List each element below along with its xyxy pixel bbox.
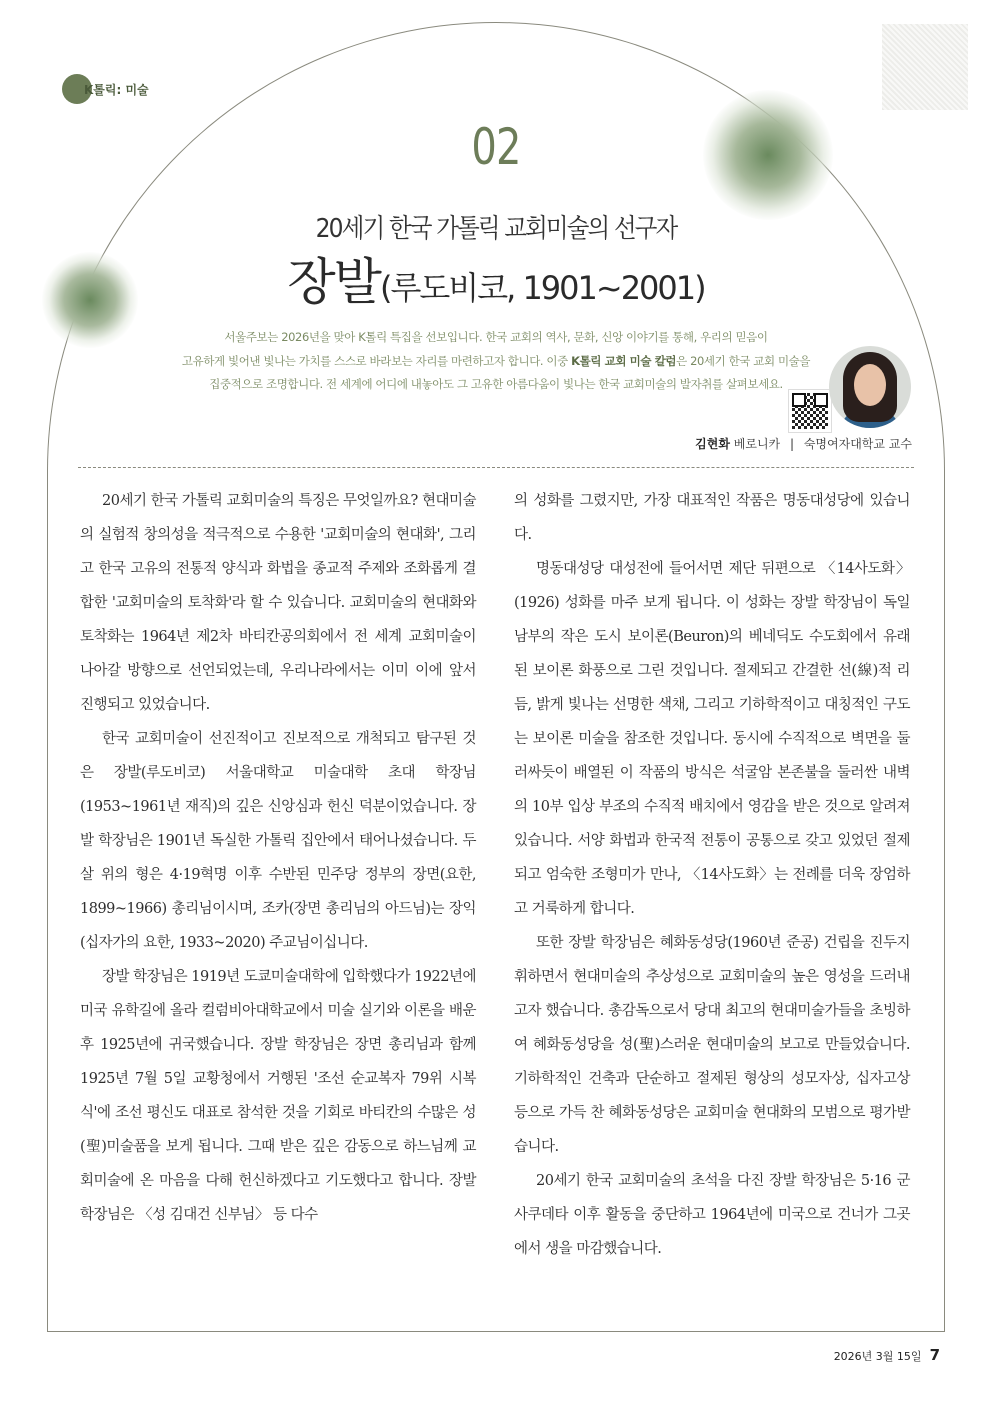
body-paragraph: 장발 학장님은 1919년 도쿄미술대학에 입학했다가 1922년에 미국 유학길에 올라 컬럼비아대학교에서 미술 실기와 이론을 배운 후 1925년에 귀국했습니다. 장발 학장님은 장면 총리님과 함께 1925년 7월 5일 교황청에서 거행된 '조선 순교복자 79위 시복식'에 조선 평신도 대표로 참석한 것을 기회로 바티칸의 수많은 성(聖)미술품을 보게 됩니다. 그때 받은 깊은 감동으로 하느님께 교회미술에 온 마음을 다해 헌신하겠다고 기도했다고 합니다. 장발 학장님은 〈성 김대건 신부님〉 등 다수 <box>80 969 476 1223</box>
intro-line-3: 집중적으로 조명합니다. 전 세계에 어디에 내놓아도 그 고유한 아름다움이 빛나는 한국 교회미술의 발자취를 살펴보세요. <box>209 377 783 391</box>
page-frame-bottom <box>47 1331 945 1332</box>
body-paragraph: 한국 교회미술이 선진적이고 진보적으로 개척되고 탐구된 것은 장발(루도비코) 서울대학교 미술대학 초대 학장님(1953~1961년 재직)의 깊은 신앙심과 헌신 덕분이었습니다. 장발 학장님은 1901년 독실한 가톨릭 집안에서 태어나셨습니다. 두 살 위의 형은 4·19혁명 이후 수반된 민주당 정부의 장면(요한, 1899~1966) 총리님이시며, 조카(장면 총리님의 아드님)는 장익(십자가의 요한, 1933~2020) 주교님이십니다. <box>80 731 476 951</box>
article-title <box>0 242 992 314</box>
article-title-sub: (루도비코, 1901~2001) <box>379 269 705 307</box>
author-baptismal-name: 베로니카 <box>733 437 781 451</box>
body-paragraph: 명동대성당 대성전에 들어서면 제단 뒤편으로 〈14사도화〉(1926) 성화를 마주 보게 됩니다. 이 성화는 장발 학장님이 독일 남부의 작은 도시 보이론(Beuron)의 베네딕도 수도회에서 유래된 보이론 화풍으로 그린 것입니다. 절제되고 간결한 선(線)적 리듬, 밝게 빛나는 선명한 색채, 그리고 기하학적이고 대칭적인 구도는 보이론 미술을 참조한 것입니다. 동시에 수직적으로 벽면을 둘러싸듯이 배열된 이 작품의 방식은 석굴암 본존불을 둘러싼 내벽의 10부 입상 부조의 수직적 배치에서 영감을 받은 것으로 알려져 있습니다. 서양 화법과 한국적 전통이 공통으로 갖고 있었던 절제되고 엄숙한 조형미가 만나, 〈14사도화〉는 전례를 더욱 장엄하고 거룩하게 합니다. <box>514 561 910 917</box>
article-number: 02 <box>471 118 521 176</box>
article-subtitle: 20세기 한국 가톨릭 교회미술의 선구자 <box>315 214 677 244</box>
article-title-main: 장발 <box>287 253 380 311</box>
issue-date: 2026년 3월 15일 <box>833 1350 922 1363</box>
page-number: 7 <box>929 1346 940 1364</box>
section-tag-label: K톨릭: 미술 <box>84 82 149 97</box>
body-column-left <box>80 484 476 1232</box>
section-tag <box>62 74 149 104</box>
author-separator: | <box>789 437 795 451</box>
body-paragraph: 20세기 한국 교회미술의 초석을 다진 장발 학장님은 5·16 군사쿠데타 이후 활동을 중단하고 1964년에 미국으로 건너가 그곳에서 생을 마감했습니다. <box>514 1173 910 1257</box>
body-paragraph: 또한 장발 학장님은 혜화동성당(1960년 준공) 건립을 진두지휘하면서 현대미술의 추상성으로 교회미술의 높은 영성을 드러내고자 했습니다. 총감독으로서 당대 최고의 현대미술가들을 초빙하여 혜화동성당을 성(聖)스러운 현대미술의 보고로 만들었습니다. 기하학적인 건축과 단순하고 절제된 형상의 성모자상, 십자고상 등으로 가득 찬 혜화동성당은 교회미술 현대화의 모범으로 평가받습니다. <box>514 935 910 1155</box>
intro-line-2: 고유하게 빛어낸 빛나는 가치를 스스로 바라보는 자리를 마련하고자 합니다. 이중 K톨릭 교회 미술 칼럼은 20세기 한국 교회 미술을 <box>181 353 811 368</box>
intro-column-name: K톨릭 교회 미술 칼럼 <box>571 353 677 368</box>
decorative-texture <box>882 24 968 110</box>
author-name: 김현화 <box>695 437 730 451</box>
article-intro <box>130 326 862 397</box>
qr-code[interactable] <box>789 390 831 432</box>
author-byline <box>695 435 912 452</box>
author-affiliation: 숙명여자대학교 교수 <box>803 437 912 451</box>
page-footer <box>834 1346 940 1364</box>
intro-line-1: 서울주보는 2026년을 맞아 K톨릭 특집을 선보입니다. 한국 교회의 역사, 문화, 신앙 이야기를 통해, 우리의 믿음이 <box>224 330 768 344</box>
section-divider <box>78 467 914 468</box>
author-photo <box>829 346 911 428</box>
body-column-right <box>514 484 910 1266</box>
body-paragraph: 20세기 한국 가톨릭 교회미술의 특징은 무엇일까요? 현대미술의 실험적 창의성을 적극적으로 수용한 '교회미술의 현대화', 그리고 한국 고유의 전통적 양식과 화법을 종교적 주제와 조화롭게 결합한 '교회미술의 토착화'라 할 수 있습니다. 교회미술의 현대화와 토착화는 1964년 제2차 바티칸공의회에서 전 세계 교회미술이 나아갈 방향으로 선언되었는데, 우리나라에서는 이미 이에 앞서 진행되고 있었습니다. <box>80 493 476 713</box>
body-paragraph: 의 성화를 그렸지만, 가장 대표적인 작품은 명동대성당에 있습니다. <box>514 493 910 543</box>
